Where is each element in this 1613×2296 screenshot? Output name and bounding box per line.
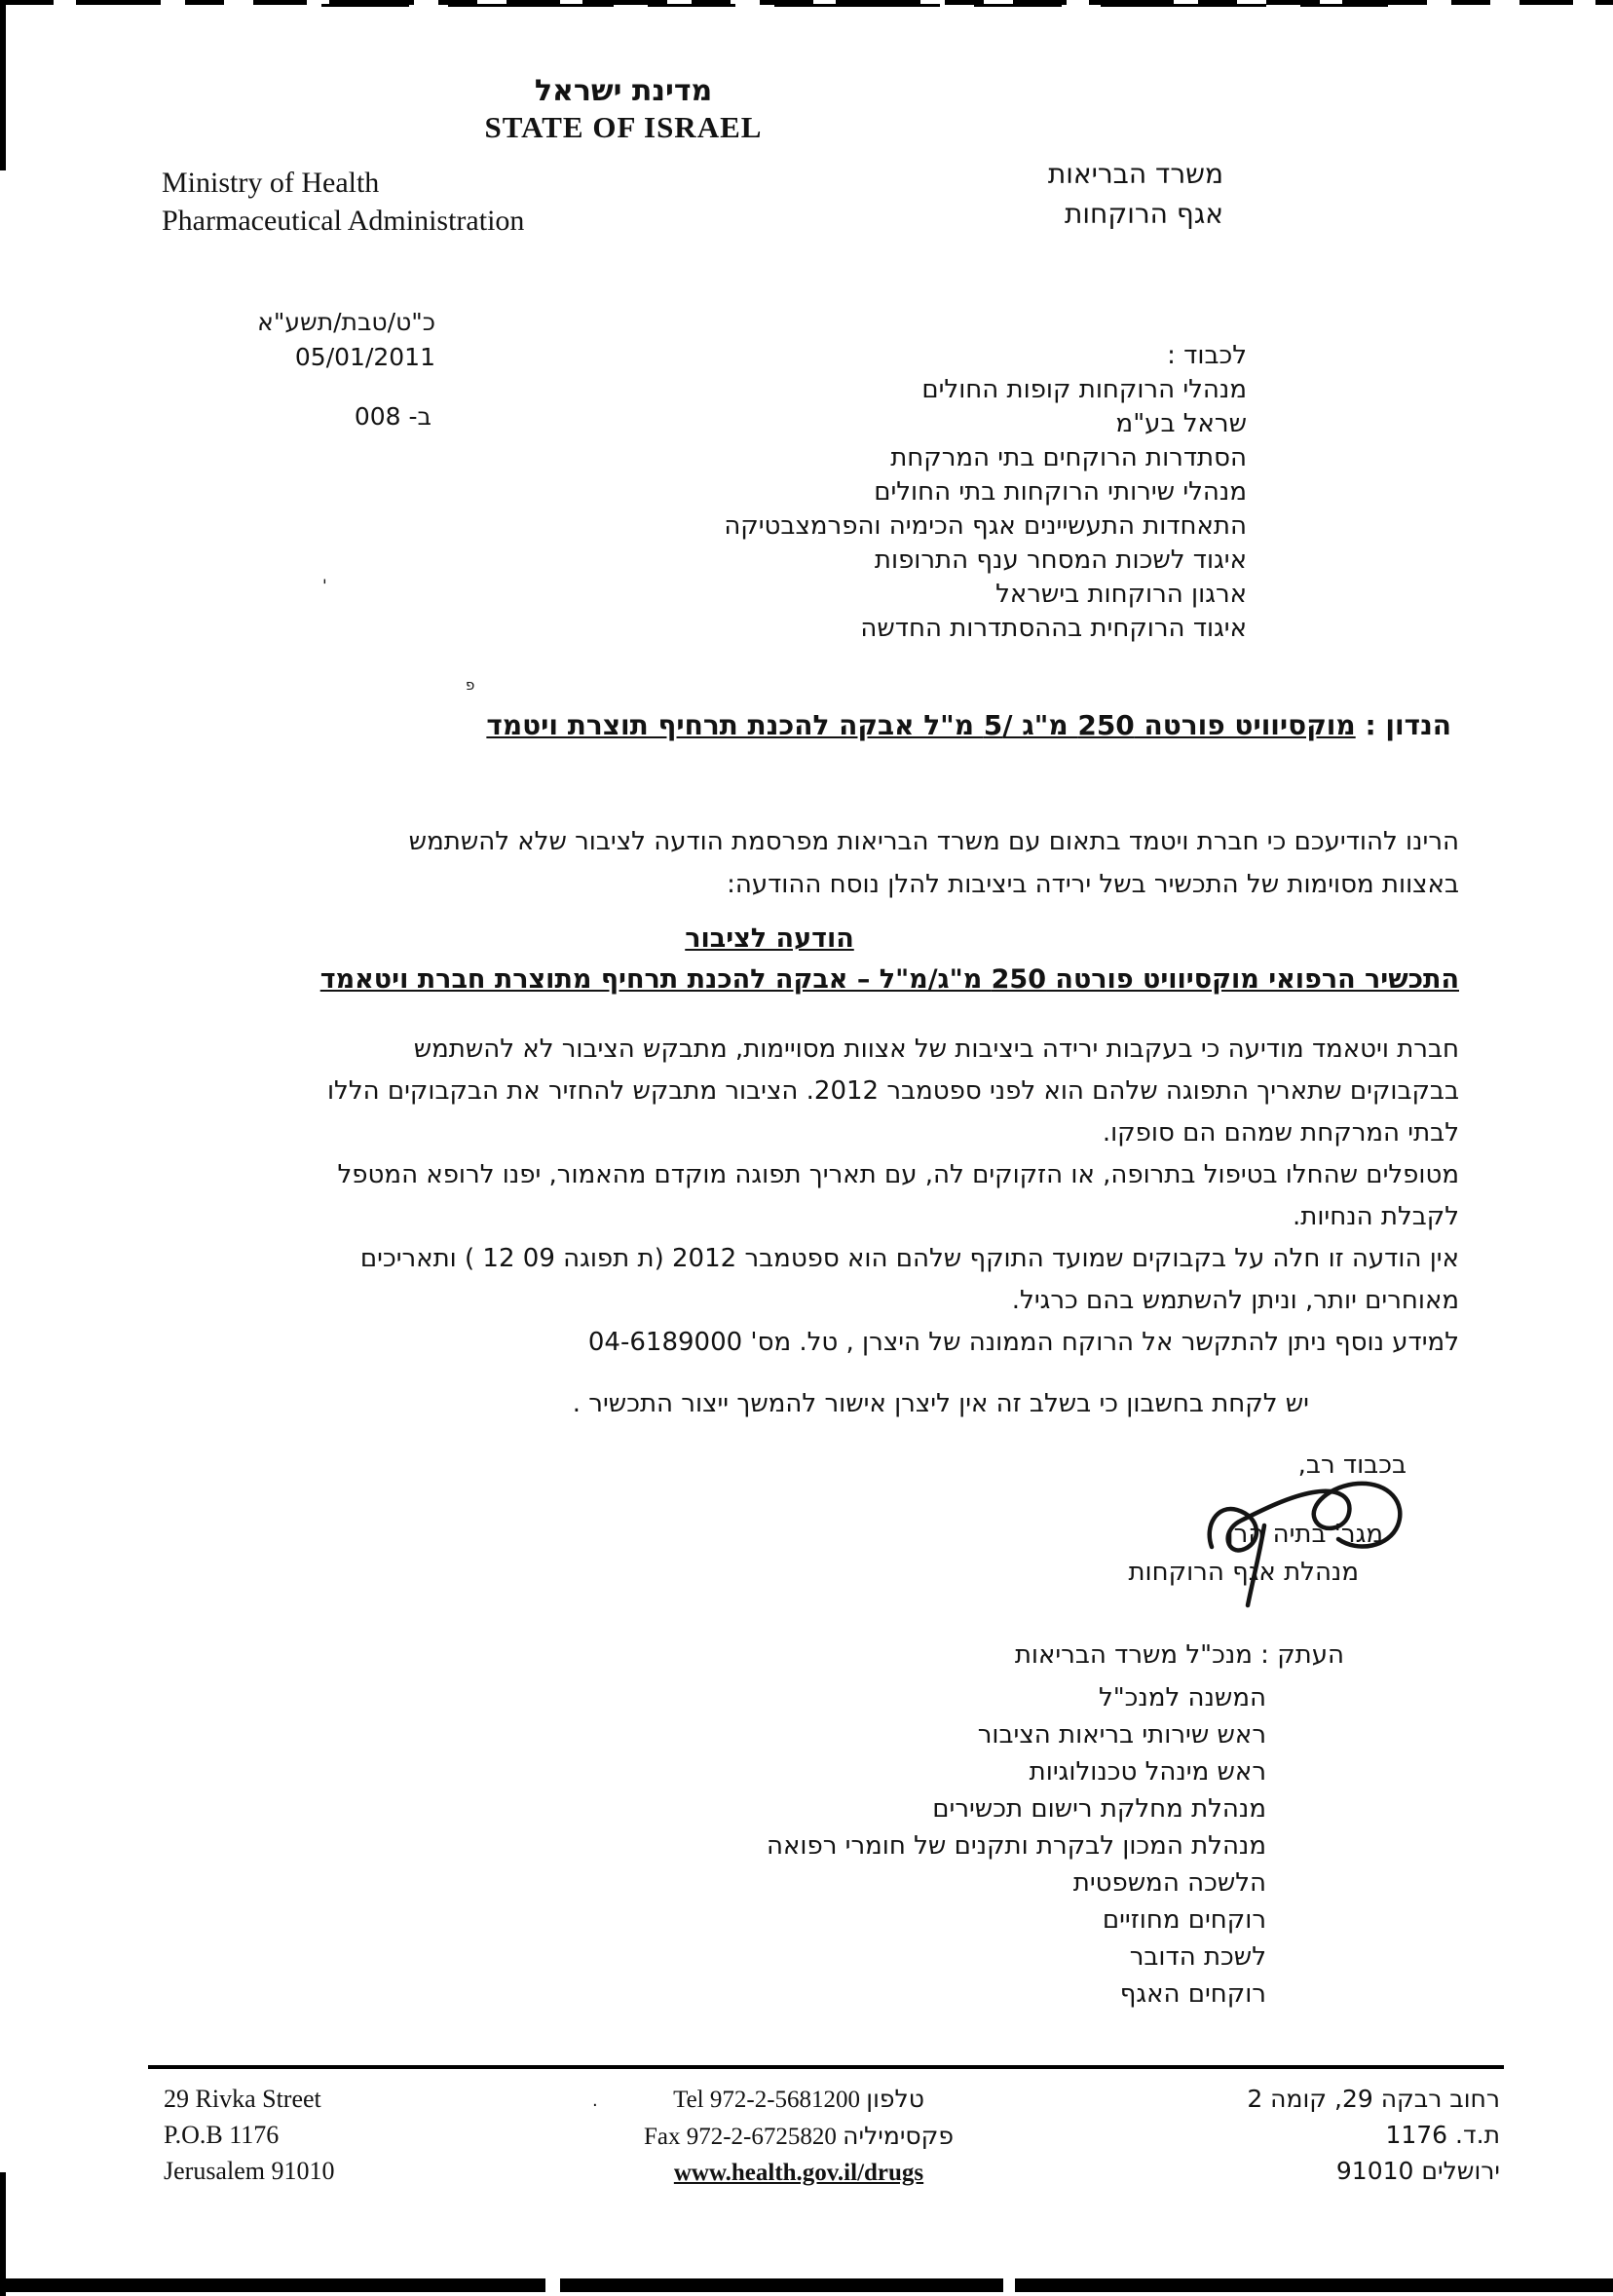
recipient-line: הסתדרות הרוקחים בתי המרקחת [890, 443, 1247, 472]
notice-line: אין הודעה זו חלה על בקבוקים שמועד התוקף שלהם הוא ספטמבר 2012 (ת תפוגה 09 12 ) ותאריכים [359, 1244, 1459, 1273]
footer-contact [594, 2081, 1003, 2191]
telephone-label-hebrew: טלפון [866, 2085, 924, 2113]
notice-line: מאוחרים יותר, וניתן להשתמש בהם כרגיל. [1011, 1286, 1459, 1315]
ministry-line: Ministry of Health [162, 167, 380, 199]
notice-title: הודעה לציבור [685, 923, 854, 954]
recipient-list [724, 373, 1247, 646]
notice-line: מטופלים שהחלו בטיפול בתרופה, או הזקוקים לה, עם תאריך תפוגה מוקדם מהאמור, יפנו לרופא המטפל [337, 1160, 1459, 1189]
notice-line: חברת ויטאמד מודיעה כי בעקבות ירידה ביציבות של אצוות מסויימות, מתבקש הציבור לא להשתמש [413, 1035, 1459, 1064]
signatory-title: מנהלת אגף הרוקחות [1128, 1558, 1359, 1587]
footer-address-line-he: רחוב רבקה 29, קומה 2 [1247, 2085, 1500, 2113]
subject-text: מוקסיוויט פורטה 250 מ"ג /5 מ"ל אבקה להכנת תרחיף תוצרת ויטמד [486, 709, 1356, 741]
cc-line: רוקחים האגף [1119, 1979, 1266, 2009]
notice-line: בבקבוקים שתאריך התפוגה שלהם הוא לפני ספטמבר 2012. הציבור מתבקש להחזיר את הבקבוקים הללו [326, 1076, 1459, 1106]
scan-artifact-top-edge-2 [321, 4, 1393, 7]
cc-line: לשכת הדובר [1129, 1942, 1266, 1972]
ministry-name-hebrew [1048, 154, 1223, 234]
cc-line: ראש מינהל טכנולוגיות [1029, 1757, 1266, 1787]
intro-paragraph [409, 820, 1459, 906]
date-block [257, 305, 435, 375]
intro-line: באצוות מסוימות של התכשיר בשל ירידה ביציבות להלן נוסח ההודעה: [727, 870, 1459, 899]
cc-list [767, 1679, 1266, 2013]
scan-speck: ' [322, 577, 327, 596]
subject-label: הנדון : [1365, 709, 1451, 741]
scan-artifact-left-edge-bottom [0, 2172, 6, 2296]
scan-artifact-left-edge-top [0, 0, 6, 170]
recipient-line: איגוד לשכות המסחר ענף התרופות [874, 546, 1247, 575]
footer-divider [148, 2065, 1504, 2069]
notice-line: לקבלת הנחיות. [1292, 1202, 1459, 1231]
division-line: Pharmaceutical Administration [162, 205, 525, 237]
closing-note: יש לקחת בחשבון כי בשלב זה אין ליצרן אישור להמשך ייצור התכשיר . [572, 1389, 1309, 1418]
cc-line: רוקחים מחוזיים [1102, 1905, 1266, 1935]
cc-line: ראש שירותי בריאות הציבור [977, 1720, 1266, 1750]
cc-first-line [1015, 1640, 1344, 1670]
cc-first-recipient: מנכ"ל משרד הבריאות [1014, 1640, 1253, 1670]
scan-speck: פ [466, 676, 475, 694]
hebrew-date: כ"ט/טבת/תשע"א [257, 308, 435, 336]
gregorian-date: 05/01/2011 [294, 343, 435, 371]
footer-address-hebrew [1247, 2081, 1500, 2189]
footer-address-line-he: ת.ד. 1176 [1385, 2121, 1500, 2149]
salutation: לכבוד : [1167, 341, 1247, 370]
cc-line: מנהלת מחלקת רישום תכשירים [932, 1794, 1266, 1824]
state-name-english: STATE OF ISRAEL [484, 110, 763, 144]
footer-address-line: Jerusalem 91010 [164, 2157, 335, 2185]
fax-number: Fax 972-2-6725820 [643, 2124, 837, 2150]
notice-subtitle: התכשיר הרפואי מוקסיוויט פורטה 250 מ"ג/מ"ל – אבקה להכנת תרחיף מתוצרת חברת ויטאמד [319, 964, 1459, 995]
intro-line: הרינו להודיעכם כי חברת ויטמד בתאום עם משרד הבריאות מפרסמת הודעה לציבור שלא להשתמש [408, 827, 1459, 856]
recipient-line: מנהלי הרוקחות קופות החולים [921, 375, 1247, 404]
footer-address-line-he: ירושלים 91010 [1335, 2157, 1500, 2185]
recipient-line: איגוד הרוקחית בההסתדרות החדשה [860, 614, 1247, 643]
cc-label: העתק : [1260, 1640, 1344, 1670]
footer-fax [594, 2118, 1003, 2155]
scan-artifact-bottom-edge [0, 2278, 1613, 2292]
scan-speck: . [592, 2090, 598, 2111]
ministry-line-he: משרד הבריאות [1047, 158, 1223, 190]
recipient-block [724, 339, 1247, 646]
division-line-he: אגף הרוקחות [1065, 198, 1223, 230]
notice-line: למידע נוסף ניתן להתקשר אל הרוקח הממונה של היצרן , טל. מס' 04-6189000 [587, 1328, 1459, 1357]
signatory-name: מגר' בתיה הרן [1226, 1520, 1383, 1549]
recipient-line: מנהלי שירותי הרוקחות בתי החולים [874, 477, 1247, 507]
ministry-name-english [162, 164, 524, 240]
notice-line: לבתי המרקחת שמהם הם סופקו. [1102, 1118, 1459, 1148]
recipient-line: שראל בע"מ [1115, 409, 1247, 438]
footer-website-url: www.health.gov.il/drugs [673, 2160, 924, 2186]
footer-address-line: P.O.B 1176 [164, 2121, 280, 2149]
footer-address-english [164, 2081, 334, 2189]
cc-line: הלשכה המשפטית [1072, 1868, 1266, 1898]
reference-number: ב- 008 [354, 402, 431, 431]
footer-address-line: 29 Rivka Street [164, 2085, 321, 2113]
subject-line [486, 709, 1451, 741]
recipient-line: ארגון הרוקחות בישראל [995, 580, 1247, 609]
notice-paragraph [327, 1029, 1459, 1364]
footer-telephone [594, 2081, 1003, 2118]
recipient-line: התאחדות התעשיינים אגף הכימיה והפרמצבטיקה [724, 511, 1247, 541]
fax-label-hebrew: פקסימיליה [843, 2122, 955, 2150]
telephone-number: Tel 972-2-5681200 [673, 2087, 861, 2113]
letterhead-center [282, 74, 964, 145]
state-name-hebrew: מדינת ישראל [534, 74, 713, 108]
closing-salutation: בכבוד רב, [1297, 1450, 1407, 1480]
cc-line: מנהלת המכון לבקרת ותקנים של חומרי רפואה [767, 1831, 1266, 1861]
cc-line: המשנה למנכ"ל [1098, 1683, 1266, 1713]
